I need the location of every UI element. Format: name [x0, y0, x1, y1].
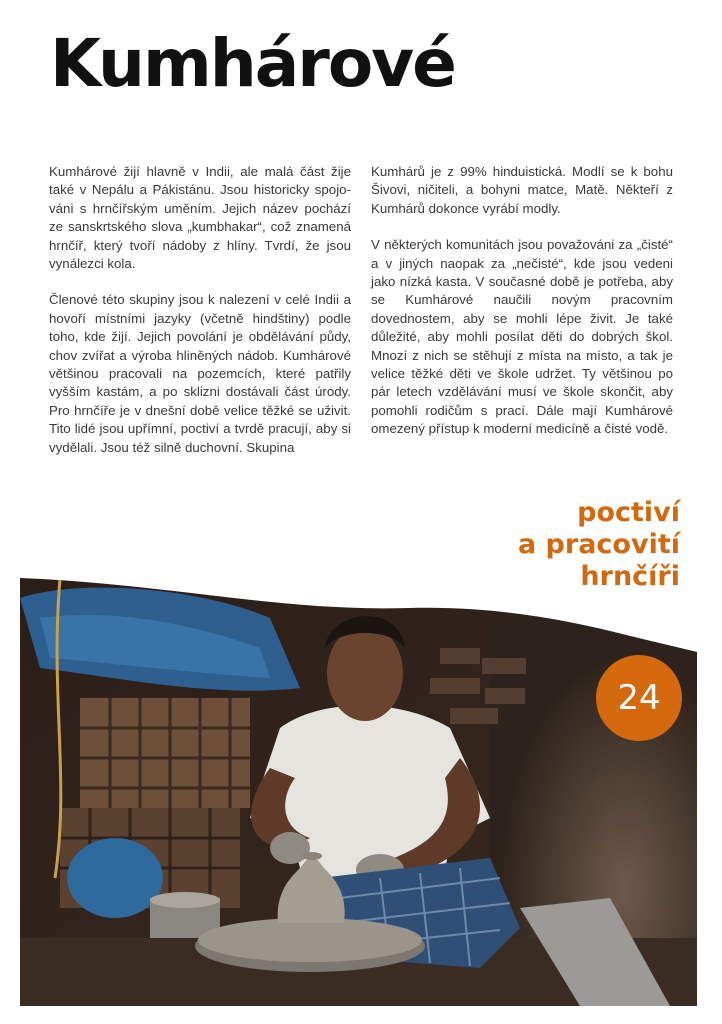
pull-quote-line: a pracovití: [517, 529, 680, 560]
pull-quote-line: poctiví: [577, 497, 680, 528]
text-column-left: [49, 163, 351, 475]
page-number-badge: 24: [596, 655, 682, 741]
paragraph: V některých komunitách jsou považováni za „čisté“ a v jiných naopak za „nečisté“, kde jsou vedeni jako nízká kasta. V současné době je potřeba, aby se Kumhárové naučili novým pracovním dovednostem, aby se mohli lépe živit. Je také důležité, aby mohli posílat děti do dobrých škol. Mnozí z nich se stěhují z místa na místo, a tak je velice těžké děti ve škole udržet. Ty většinou po pár letech vzdělávání musí ve škole skončit, aby pomohli rodičům s prací. Dále mají Kumhárové omezený přístup k moderní medicíně a čisté vodě.: [371, 237, 673, 437]
paragraph: Kumhárové žijí hlavně v Indii, ale malá část žije také v Nepálu a Pákistánu. Jsou historicky spojováni s hrnčířským uměním. Jejich název pochází ze sanskrtského slova „kumbhakar“, což znamená hrnčíř, který tvoří nádoby z hlíny. Tvrdí, že jsou vynálezci kola.: [49, 164, 351, 272]
text-column-right: [371, 163, 673, 457]
potter-photo: [20, 578, 697, 1006]
paragraph: Členové této skupiny jsou k nalezení v celé Indii a hovoří místními jazyky (včetně hindštiny) podle toho, kde žijí. Jejich povolání je obdělávání půdy, chov zvířat a výroba hliněných nádob. Kumhárové většinou pracovali na pozemcích, které patřily vyšším kastám, a po sklizni dostávali část úrody. Pro hrnčíře je v dnešní době velice těžké se uživit. Tito lidé jsou upřímní, poctiví a tvrdě pracují, aby si vydělali. Jsou též silně duchovní. Skupina: [49, 292, 351, 455]
page-title: Kumhárové: [50, 25, 455, 102]
paragraph: Kumhárů je z 99% hinduistická. Modlí se k bohu Šivovi, ničiteli, a bohyni matce, Matě. Někteří z Kumhárů dokonce vyrábí modly.: [371, 164, 673, 216]
pull-quote-line: hrnčíři: [580, 561, 680, 592]
